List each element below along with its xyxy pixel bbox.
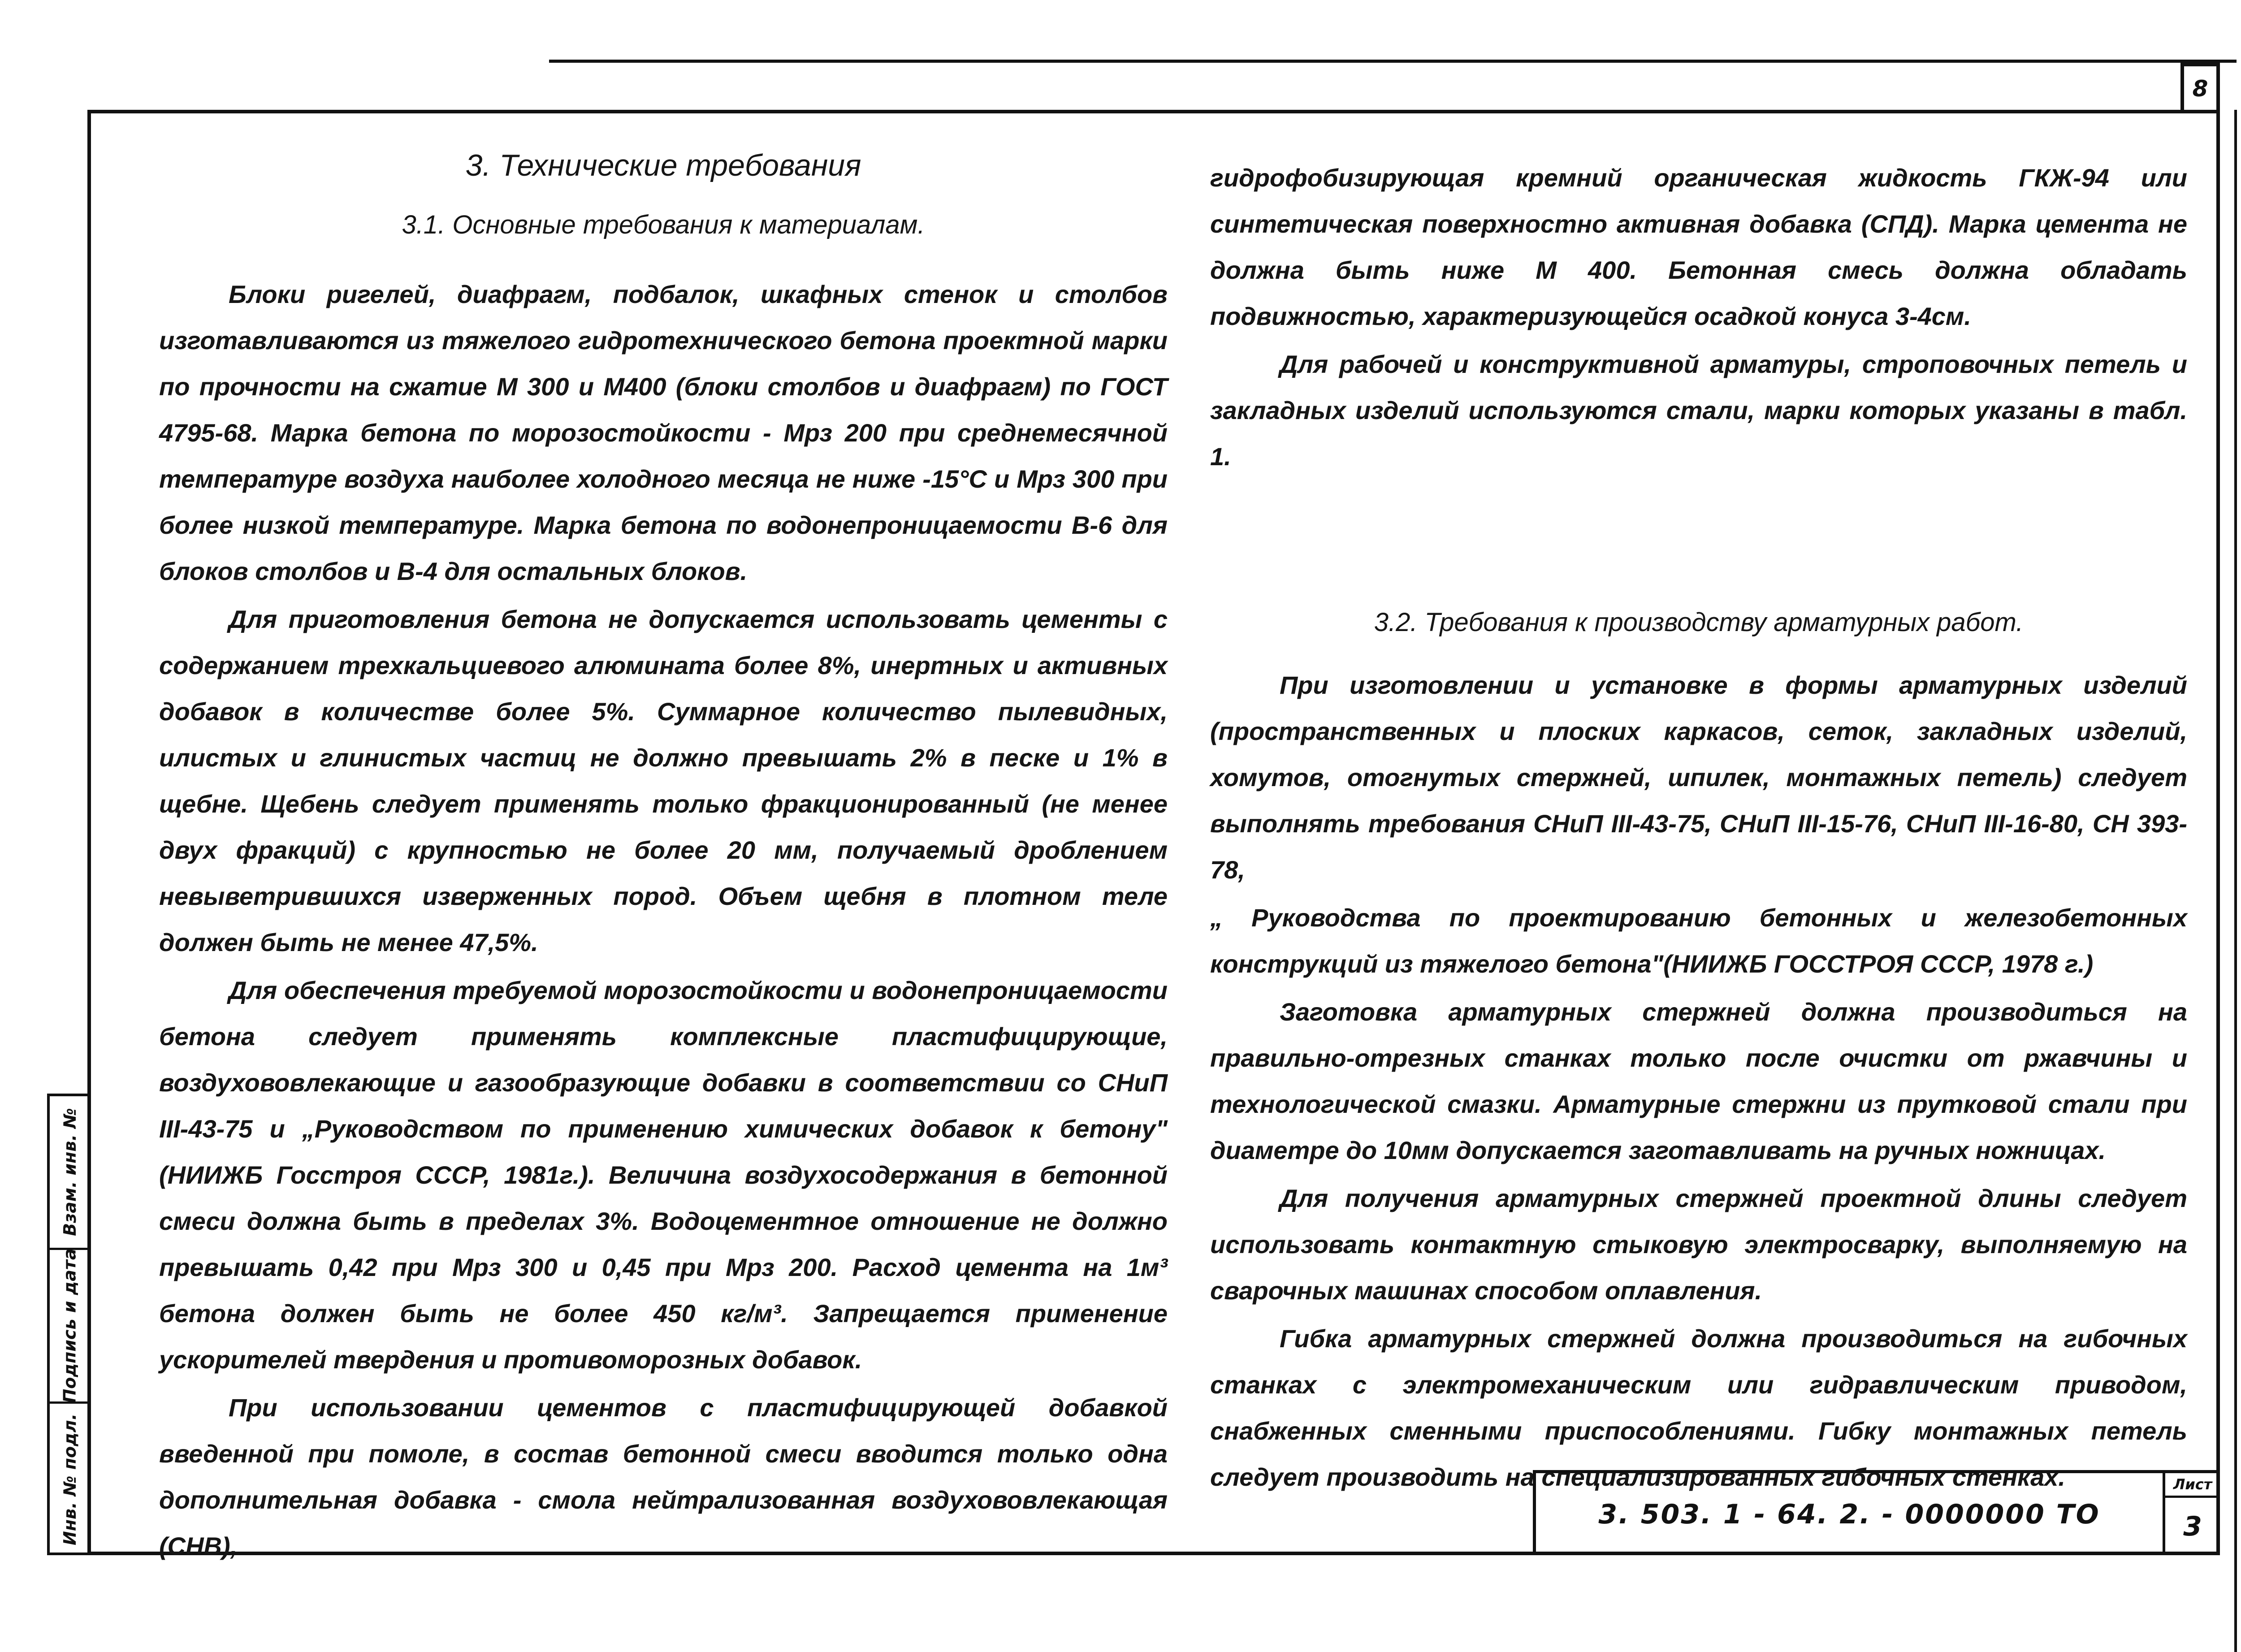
top-border-line xyxy=(549,60,2219,63)
title-block-stamp xyxy=(1533,1470,2220,1555)
right-text-column xyxy=(1210,155,2187,1500)
strip-label-inventory: Инв. № подл. xyxy=(60,1413,80,1546)
paragraph-reinforcement-products: При изготовлении и установке в формы арматурных изделий (пространственных и плоских каркасов, сеток, закладных изделий, хомутов, отогнутых стержней, шпилек, монтажных петель) следует выполнять требования СНиП III-43-75, СНиП III-15-76, СНиП III-16-80, СН 393-78, xyxy=(1210,671,2187,884)
paragraph-cement-preparation: Для приготовления бетона не допускается использовать цементы с содержанием трехкальциевого алюмината более 8%, инертных и активных добавок в количестве более 5%. Суммарное количество пылевидных, илистых и глинистых частиц не должно превышать 2% в песке и 1% в щебне. Щебень следует применять только фракционированный (не менее двух фракций) с крупностью не более 20 мм, получаемый дроблением невыветрившихся изверженных пород. Объем щебня в плотном теле должен быть не менее 47,5%. xyxy=(159,605,1168,956)
page-number: 8 xyxy=(2192,76,2208,102)
subsection-title-materials: 3.1. Основные требования к материалам. xyxy=(402,210,925,239)
left-text-column xyxy=(159,148,1168,1569)
sheet-number: 3 xyxy=(2183,1511,2202,1542)
strip-cell-inventory xyxy=(50,1404,90,1555)
paragraph-butt-welding: Для получения арматурных стержней проектной длины следует использовать контактную стыковую электросварку, выполняемую на сварочных машинах способом оплавления. xyxy=(1210,1184,2187,1305)
strip-label-signature: Подпись и дата xyxy=(60,1248,80,1403)
section-spacer xyxy=(1210,480,2187,607)
paragraph-design-guide-reference: „ Руководства по проектированию бетонных и железобетонных конструкций из тяжелого бетона"(НИИЖБ ГОССТРОЯ СССР, 1978 г.) xyxy=(1210,904,2187,978)
sheet-label: Лист xyxy=(2165,1473,2220,1498)
section-title: 3. Технические требования xyxy=(465,148,861,182)
document-code: 3. 503. 1 - 64. 2. - 0000000 ТО xyxy=(1598,1498,2100,1530)
top-border-line-right xyxy=(2219,60,2237,63)
left-signature-strip xyxy=(47,1094,90,1555)
paragraph-blocks-concrete: Блоки ригелей, диафрагм, подбалок, шкафных стенок и столбов изготавливаются из тяжелого гидротехнического бетона проектной марки по прочности на сжатие М 300 и М400 (блоки столбов и диафрагм) по ГОСТ 4795-68. Марка бетона по морозостойкости - Мрз 200 при среднемесячной температуре воздуха наиболее холодного месяца не ниже -15°С и Мрз 300 при более низкой температуре. Марка бетона по водонепроницаемости В-6 для блоков столбов и В-4 для остальных блоков. xyxy=(159,280,1168,585)
strip-label-replacement: Взам. инв. № xyxy=(60,1108,80,1236)
paragraph-frost-resistance: Для обеспечения требуемой морозостойкости и водонепроницаемости бетона следует применять комплексные пластифицирующие, воздухововлекающие и газообразующие добавки в соответствии со СНиП III-43-75 и „Руководством по применению химических добавок к бетону"(НИИЖБ Госстроя СССР, 1981г.). Величина воздухосодержания в бетонной смеси должна быть в пределах 3%. Водоцементное отношение не должно превышать 0,42 при Мрз 300 и 0,45 при Мрз 200. Расход цемента на 1м³ бетона должен быть не более 450 кг/м³. Запрещается применение ускорителей твердения и противоморозных добавок. xyxy=(159,976,1168,1374)
strip-cell-replacement xyxy=(50,1096,90,1250)
right-border-tail xyxy=(2234,110,2237,1652)
paragraph-bar-bending: Гибка арматурных стержней должна производиться на гибочных станках с электромеханическим или гидравлическим приводом, снабженных сменными приспособлениями. Гибку монтажных петель следует производить на специализированных гибочных стенках. xyxy=(1210,1324,2187,1491)
paragraph-plasticizer-cement: При использовании цементов с пластифицирующей добавкой введенной при помоле, в состав бетонной смеси вводится только одна дополнительная добавка - смола нейтрализованная воздухововлекающая (СНВ), xyxy=(159,1393,1168,1560)
paragraph-steel-grades: Для рабочей и конструктивной арматуры, строповочных петель и закладных изделий используются стали, марки которых указаны в табл. 1. xyxy=(1210,350,2187,471)
paragraph-bar-preparation: Заготовка арматурных стержней должна производиться на правильно-отрезных станках только после очистки от ржавчины и технологической смазки. Арматурные стержни из прутковой стали при диаметре до 10мм допускается заготавливать на ручных ножницах. xyxy=(1210,998,2187,1164)
sheet-number-box xyxy=(2163,1473,2220,1555)
strip-cell-signature xyxy=(50,1250,90,1404)
page-number-box xyxy=(2180,63,2220,111)
subsection-title-reinforcement: 3.2. Требования к производству арматурных работ. xyxy=(1374,608,2024,637)
paragraph-continuation: гидрофобизирующая кремний органическая жидкость ГКЖ-94 или синтетическая поверхностно активная добавка (СПД). Марка цемента не должна быть ниже М 400. Бетонная смесь должна обладать подвижностью, характеризующейся осадкой конуса 3-4см. xyxy=(1210,164,2187,330)
